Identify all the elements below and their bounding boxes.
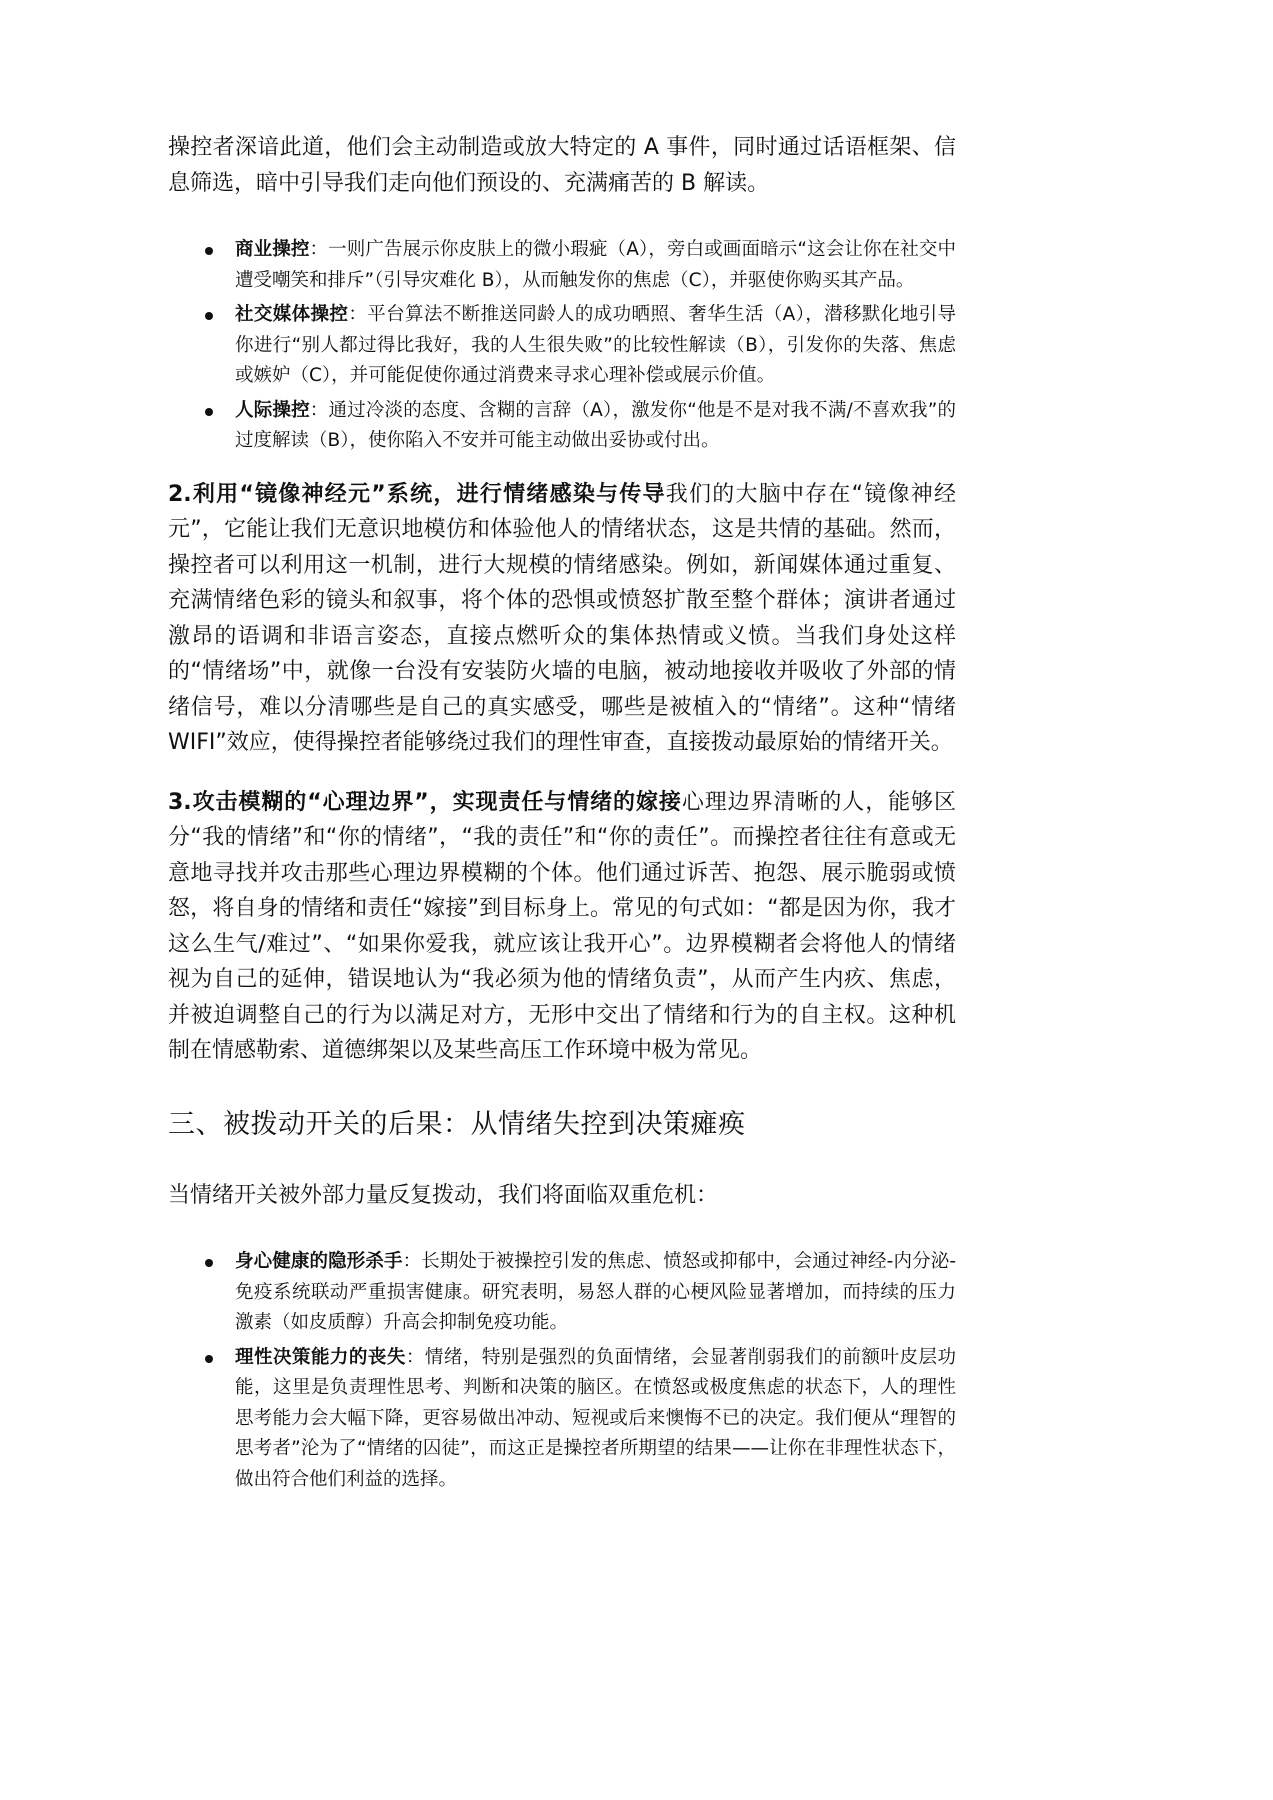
document-page [168,130,956,1499]
section-lead: 当情绪开关被外部力量反复拨动，我们将面临双重危机： [168,1182,719,1208]
section-3-title: 3.攻击模糊的“心理边界”，实现责任与情绪的嫁接 [168,789,682,815]
list-item [235,396,956,457]
bullet-icon [205,247,213,255]
bullet-icon [205,312,213,320]
list-item [235,1247,956,1339]
section-3-paragraph [168,785,956,1069]
list-item-text: ：通过冷淡的态度、含糊的言辞（A），激发你“他是不是对我不满/不喜欢我”的过度解读（B），使你陷入不安并可能主动做出妥协或付出。 [235,399,956,451]
list-item-text: ：长期处于被操控引发的焦虑、愤怒或抑郁中，会通过神经-内分泌-免疫系统联动严重损害健康。研究表明，易怒人群的心梗风险显著增加，而持续的压力激素（如皮质醇）升高会抑制免疫功能。 [235,1251,956,1333]
list-item-text: ：平台算法不断推送同龄人的成功晒照、奢华生活（A），潜移默化地引导你进行“别人都过得比我好，我的人生很失败”的比较性解读（B），引发你的失落、焦虑或嫉妒（C），并可能促使你通过消费来寻求心理补偿或展示价值。 [235,304,956,386]
intro-paragraph: 操控者深谙此道，他们会主动制造或放大特定的 A 事件，同时通过话语框架、信息筛选，暗中引导我们走向他们预设的、充满痛苦的 B 解读。 [168,135,956,196]
list-item-title: 身心健康的隐形杀手 [235,1251,403,1272]
list-item-title: 人际操控 [235,399,310,421]
manipulation-examples-list [168,235,956,457]
consequences-list [168,1247,956,1495]
section-2-title: 2.利用“镜像神经元”系统，进行情绪感染与传导 [168,481,666,507]
list-item-text: ：一则广告展示你皮肤上的微小瑕疵（A），旁白或画面暗示“这会让你在社交中遭受嘲笑和排斥”（引导灾难化 B），从而触发你的焦虑（C），并驱使你购买其产品。 [235,239,956,291]
section-3-text: 心理边界清晰的人，能够区分“我的情绪”和“你的情绪”，“我的责任”和“你的责任”。而操控者往往有意或无意地寻找并攻击那些心理边界模糊的个体。他们通过诉苦、抱怨、展示脆弱或愤怒，将自身的情绪和责任“嫁接”到目标身上。常见的句式如：“都是因为你，我才这么生气/难过”、“如果你爱我，就应该让我开心”。边界模糊者会将他人的情绪视为自己的延伸，错误地认为“我必须为他的情绪负责”，从而产生内疚、焦虑，并被迫调整自己的行为以满足对方，无形中交出了情绪和行为的自主权。这种机制在情感勒索、道德绑架以及某些高压工作环境中极为常见。 [168,789,956,1063]
section-heading: 三、被拨动开关的后果：从情绪失控到决策瘫痪 [168,1108,746,1140]
section-2-paragraph [168,477,956,761]
list-item [235,300,956,392]
bullet-icon [205,408,213,416]
bullet-icon [205,1355,213,1363]
list-item-title: 理性决策能力的丧失 [235,1346,406,1368]
list-item-text: ：情绪，特别是强烈的负面情绪，会显著削弱我们的前额叶皮层功能，这里是负责理性思考、判断和决策的脑区。在愤怒或极度焦虑的状态下，人的理性思考能力会大幅下降，更容易做出冲动、短视或后来懊悔不已的决定。我们便从“理智的思考者”沦为了“情绪的囚徒”，而这正是操控者所期望的结果——让你在非理性状态下，做出符合他们利益的选择。 [235,1346,956,1490]
bullet-icon [205,1259,213,1267]
section-2-text: 我们的大脑中存在“镜像神经元”，它能让我们无意识地模仿和体验他人的情绪状态，这是共情的基础。然而，操控者可以利用这一机制，进行大规模的情绪感染。例如，新闻媒体通过重复、充满情绪色彩的镜头和叙事，将个体的恐惧或愤怒扩散至整个群体；演讲者通过激昂的语调和非语言姿态，直接点燃听众的集体热情或义愤。当我们身处这样的“情绪场”中，就像一台没有安装防火墙的电脑，被动地接收并吸收了外部的情绪信号，难以分清哪些是自己的真实感受，哪些是被植入的“情绪”。这种“情绪 WIFI”效应，使得操控者能够绕过我们的理性审查，直接拨动最原始的情绪开关。 [168,481,956,755]
list-item-title: 商业操控 [235,239,310,260]
list-item [235,1343,956,1496]
list-item-title: 社交媒体操控 [235,304,349,325]
list-item [235,235,956,296]
